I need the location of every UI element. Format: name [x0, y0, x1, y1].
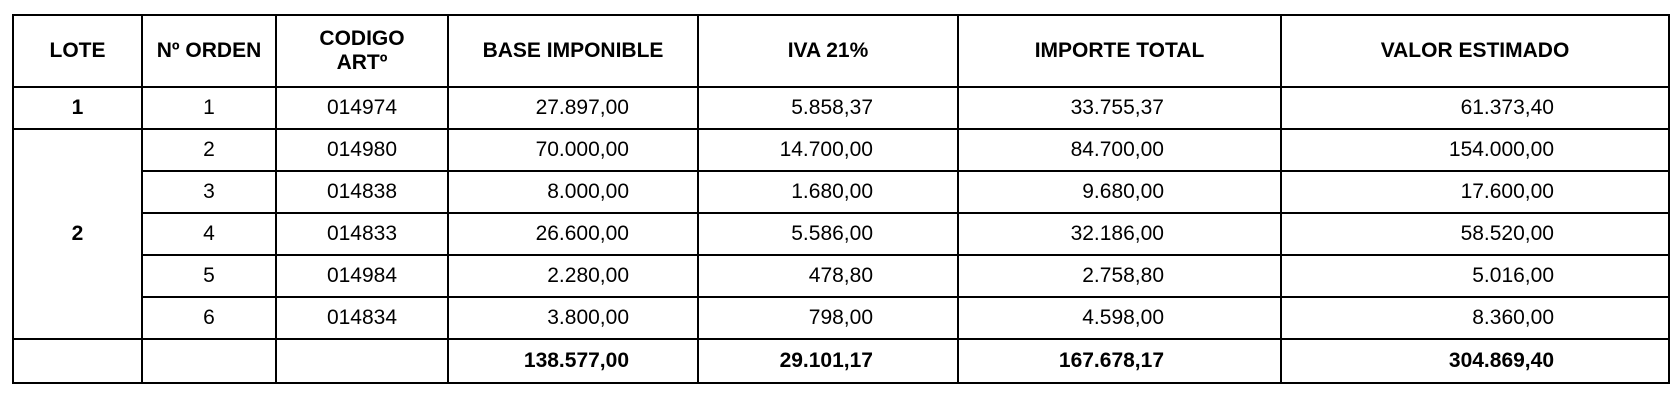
- cell-importe: 32.186,00: [958, 213, 1281, 255]
- cell-valor: 61.373,40: [1281, 87, 1669, 129]
- cell-codigo: 014834: [276, 297, 448, 339]
- table-row: [13, 213, 1669, 255]
- table-row: [13, 87, 1669, 129]
- cell-base: 70.000,00: [448, 129, 698, 171]
- cell-lote: 2: [13, 129, 142, 339]
- table-row: [13, 255, 1669, 297]
- total-importe: 167.678,17: [958, 339, 1281, 383]
- header-base: BASE IMPONIBLE: [448, 15, 698, 87]
- header-codigo-line2: ARTº: [336, 51, 388, 74]
- table-footer: [13, 339, 1669, 383]
- cell-importe: 2.758,80: [958, 255, 1281, 297]
- cell-base: 27.897,00: [448, 87, 698, 129]
- total-base: 138.577,00: [448, 339, 698, 383]
- cell-iva: 1.680,00: [698, 171, 958, 213]
- cell-orden: 1: [142, 87, 276, 129]
- cell-importe: 9.680,00: [958, 171, 1281, 213]
- header-codigo-line1: CODIGO: [319, 27, 405, 50]
- cell-codigo: 014980: [276, 129, 448, 171]
- cell-base: 8.000,00: [448, 171, 698, 213]
- cell-valor: 17.600,00: [1281, 171, 1669, 213]
- totals-empty-codigo: [276, 339, 448, 383]
- cell-iva: 798,00: [698, 297, 958, 339]
- cell-codigo: 014833: [276, 213, 448, 255]
- table-body: [13, 87, 1669, 339]
- cell-iva: 478,80: [698, 255, 958, 297]
- header-orden: Nº ORDEN: [142, 15, 276, 87]
- total-valor: 304.869,40: [1281, 339, 1669, 383]
- cell-orden: 3: [142, 171, 276, 213]
- cell-iva: 14.700,00: [698, 129, 958, 171]
- cell-codigo: 014974: [276, 87, 448, 129]
- lotes-table: [12, 14, 1670, 384]
- cell-importe: 33.755,37: [958, 87, 1281, 129]
- cell-valor: 58.520,00: [1281, 213, 1669, 255]
- cell-iva: 5.586,00: [698, 213, 958, 255]
- header-iva: IVA 21%: [698, 15, 958, 87]
- cell-valor: 8.360,00: [1281, 297, 1669, 339]
- totals-empty-orden: [142, 339, 276, 383]
- table-row: [13, 129, 1669, 171]
- totals-empty-lote: [13, 339, 142, 383]
- header-lote: LOTE: [13, 15, 142, 87]
- cell-base: 26.600,00: [448, 213, 698, 255]
- cell-orden: 2: [142, 129, 276, 171]
- header-codigo: [276, 15, 448, 87]
- table-row: [13, 171, 1669, 213]
- cell-importe: 4.598,00: [958, 297, 1281, 339]
- totals-row: [13, 339, 1669, 383]
- cell-valor: 154.000,00: [1281, 129, 1669, 171]
- total-iva: 29.101,17: [698, 339, 958, 383]
- header-row: [13, 15, 1669, 87]
- table-header: [13, 15, 1669, 87]
- cell-orden: 4: [142, 213, 276, 255]
- cell-importe: 84.700,00: [958, 129, 1281, 171]
- cell-lote: 1: [13, 87, 142, 129]
- header-valor: VALOR ESTIMADO: [1281, 15, 1669, 87]
- cell-codigo: 014838: [276, 171, 448, 213]
- cell-base: 2.280,00: [448, 255, 698, 297]
- cell-orden: 6: [142, 297, 276, 339]
- cell-codigo: 014984: [276, 255, 448, 297]
- table-row: [13, 297, 1669, 339]
- cell-orden: 5: [142, 255, 276, 297]
- cell-iva: 5.858,37: [698, 87, 958, 129]
- header-importe: IMPORTE TOTAL: [958, 15, 1281, 87]
- cell-base: 3.800,00: [448, 297, 698, 339]
- cell-valor: 5.016,00: [1281, 255, 1669, 297]
